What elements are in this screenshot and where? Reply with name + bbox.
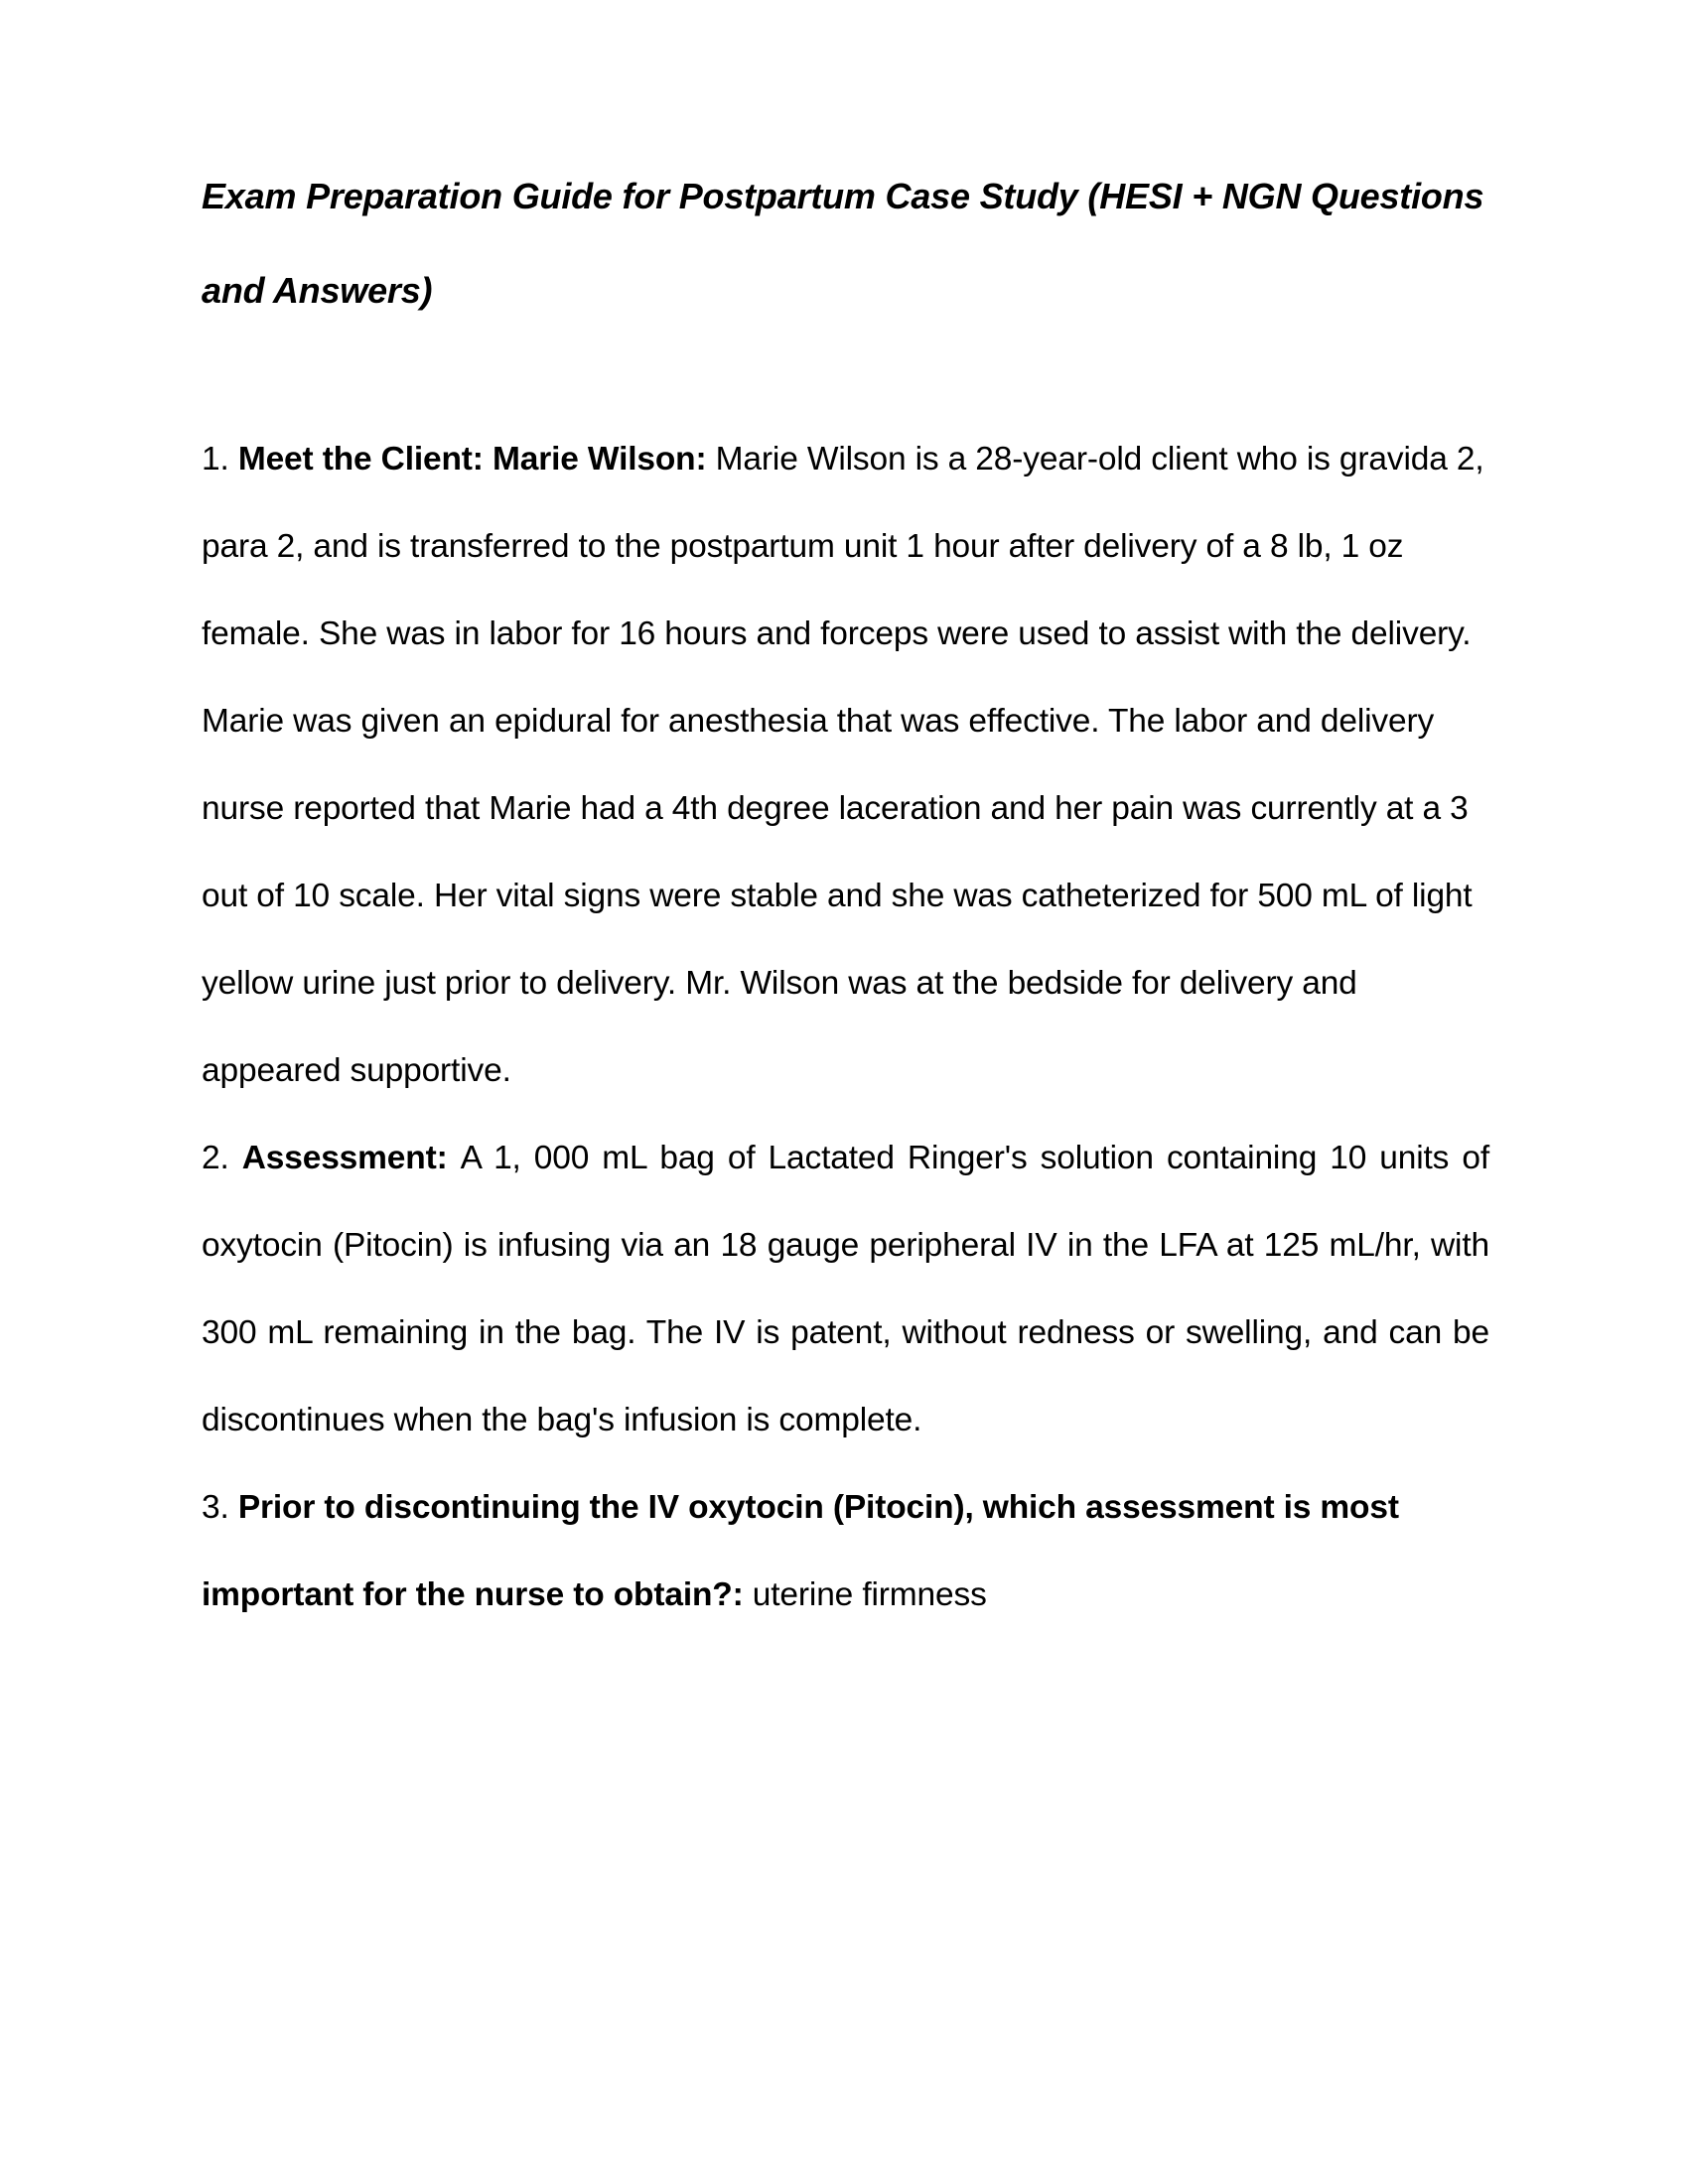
section-paragraph-1 <box>202 338 1489 1115</box>
section-number-2: 2. <box>202 1140 229 1176</box>
section-number-3: 3. <box>202 1489 229 1526</box>
section-paragraph-3 <box>202 1464 1489 1639</box>
page-title: Exam Preparation Guide for Postpartum Case Study (HESI + NGN Questions and Answers) <box>202 176 1484 311</box>
document-content <box>202 0 1489 1639</box>
space <box>229 1140 242 1176</box>
section-body-2: A 1, 000 mL bag of Lactated Ringer's solution containing 10 units of oxytocin (Pitocin) is infusing via an 18 gauge peripheral IV in the LFA at 125 mL/hr, with 300 mL remaining in the bag. The IV is patent, without redness or swelling, and can be discontinues when the bag's infusion is complete. <box>202 1140 1489 1438</box>
section-paragraph-2 <box>202 1115 1489 1464</box>
space <box>229 441 238 478</box>
section-heading-2: Assessment: <box>241 1140 448 1176</box>
space <box>448 1140 461 1176</box>
space <box>744 1576 753 1613</box>
space <box>707 441 716 478</box>
section-body-3: uterine firmness <box>752 1576 987 1613</box>
section-number-1: 1. <box>202 441 229 478</box>
section-heading-3: Prior to discontinuing the IV oxytocin (Pitocin), which assessment is most important for the nurse to obtain?: <box>202 1489 1399 1613</box>
section-heading-1: Meet the Client: Marie Wilson: <box>237 441 707 478</box>
space <box>229 1489 238 1526</box>
section-body-1: Marie Wilson is a 28-year-old client who is gravida 2, para 2, and is transferred to the postpartum unit 1 hour after delivery of a 8 lb, 1 oz female. She was in labor for 16 hours and forceps were used to assist with the delivery. Marie was given an epidural for anesthesia that was effective. The labor and delivery nurse reported that Marie had a 4th degree laceration and her pain was currently at a 3 out of 10 scale. Her vital signs were stable and she was catheterized for 500 mL of light yellow urine just prior to delivery. Mr. Wilson was at the bedside for delivery and appeared supportive. <box>202 441 1484 1089</box>
